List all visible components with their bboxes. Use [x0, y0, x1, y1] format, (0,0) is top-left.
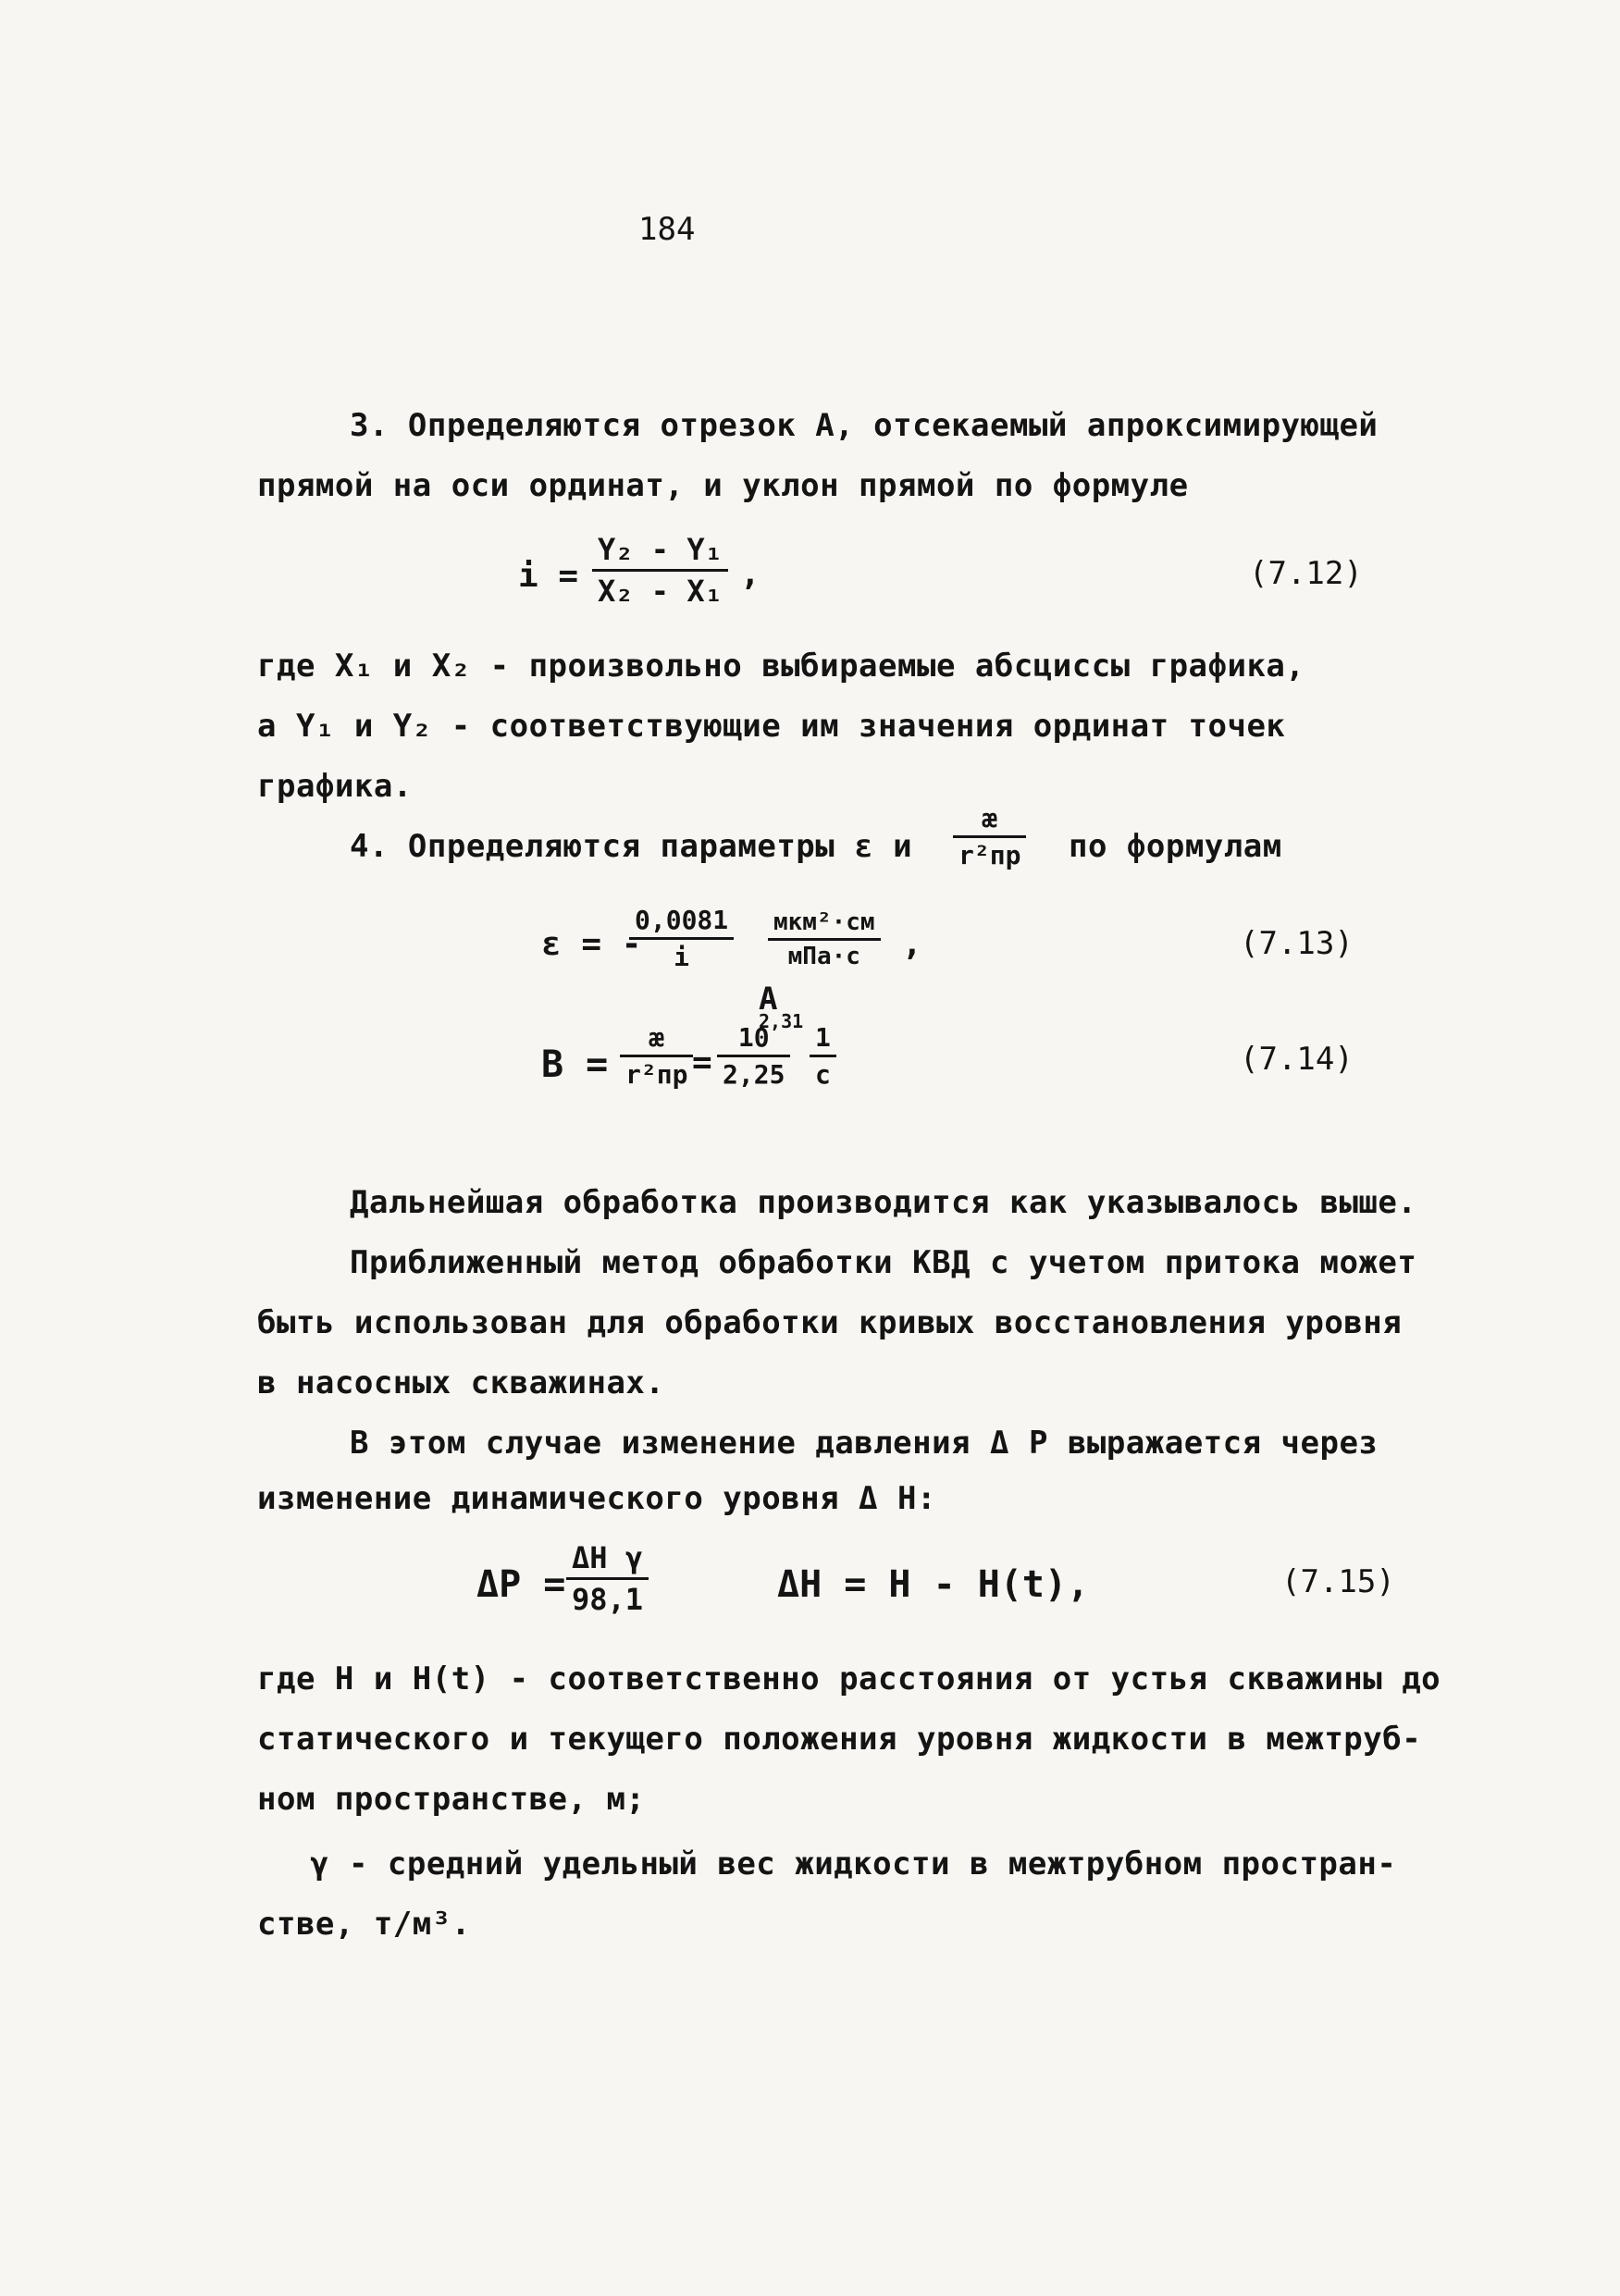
eq713-fraction2 — [768, 908, 881, 970]
eq715-number: (7.15) — [1281, 1563, 1395, 1600]
eq713-fraction1 — [629, 905, 734, 972]
eq713-num2: мкм²·см — [768, 908, 881, 941]
where1-line3: графика. — [257, 768, 413, 805]
body-line1: Дальнейшая обработка производится как указывалось выше. — [350, 1184, 1417, 1221]
body-line3: быть использован для обработки кривых восстановления уровня — [257, 1304, 1403, 1341]
para3-line1: 3. Определяются отрезок А, отсекаемый апроксимирующей — [350, 407, 1379, 444]
eq714-num3: 1 — [810, 1022, 836, 1057]
para4-frac-den: r²пр — [958, 840, 1021, 870]
eq714-note-sub: 2,31 — [759, 1010, 804, 1032]
para3-line2: прямой на оси ординат, и уклон прямой по формуле — [257, 467, 1189, 504]
eq715-fraction — [566, 1540, 649, 1617]
eq714-num2: 10 — [717, 1022, 790, 1057]
eq714-fraction3 — [810, 1022, 836, 1090]
where2-line5: стве, т/м³. — [257, 1906, 471, 1943]
eq713-den1: i — [674, 942, 689, 972]
eq714-fraction1 — [620, 1022, 693, 1090]
body-line6: изменение динамического уровня Δ Н: — [257, 1480, 936, 1517]
where1-line2: а Y₁ и Y₂ - соответствующие им значения ординат точек — [257, 708, 1286, 745]
eq715-rhs: ΔH = H - H(t), — [777, 1563, 1090, 1606]
eq713-num1: 0,0081 — [629, 905, 734, 940]
where1-line1: где X₁ и X₂ - произвольно выбираемые абсциссы графика, — [257, 648, 1305, 685]
eq714-number: (7.14) — [1240, 1041, 1354, 1078]
where2-line2: статического и текущего положения уровня жидкости в межтруб- — [257, 1721, 1422, 1758]
eq712-denominator: X₂ - X₁ — [598, 574, 723, 609]
para4-frac-num: æ — [953, 803, 1026, 838]
body-line2: Приближенный метод обработки КВД с учетом притока может — [350, 1244, 1417, 1281]
para4-text: 4. Определяются параметры ε и — [350, 828, 913, 865]
eq713-den2: мПа·с — [787, 943, 860, 970]
eq712-numerator: Y₂ - Y₁ — [592, 532, 728, 572]
eq712-number: (7.12) — [1249, 555, 1363, 592]
body-line4: в насосных скважинах. — [257, 1364, 665, 1401]
where2-line3: ном пространстве, м; — [257, 1781, 646, 1818]
eq714-equals: = — [692, 1043, 712, 1081]
where2-line1: где H и H(t) - соответственно расстояния от устья скважины до — [257, 1660, 1441, 1697]
where2-line4: γ - средний удельный вес жидкости в межтрубном простран- — [310, 1845, 1397, 1882]
eq713-lhs: ε = - — [541, 925, 642, 963]
eq714-num1: æ — [620, 1022, 693, 1057]
body-line5: В этом случае изменение давления Δ Р выражается через — [350, 1425, 1379, 1462]
eq715-num: ΔH γ — [566, 1540, 649, 1580]
eq714-den3: с — [815, 1059, 831, 1090]
eq713-number: (7.13) — [1240, 925, 1354, 962]
eq715-den: 98,1 — [572, 1582, 644, 1617]
para4-tail: по формулам — [1069, 828, 1282, 865]
eq715-lhs: ΔP = — [476, 1563, 566, 1606]
eq714-note-top: A — [759, 981, 778, 1018]
page-number: 184 — [638, 211, 696, 248]
eq712-comma: , — [740, 555, 761, 593]
eq714-den1: r²пр — [625, 1059, 688, 1090]
eq714-lhs: B = — [541, 1043, 609, 1086]
para4-fraction — [953, 803, 1026, 870]
eq712-fraction — [592, 532, 728, 609]
eq714-den2: 2,25 — [723, 1059, 785, 1090]
eq712-lhs: i = — [518, 557, 579, 595]
eq713-comma: , — [902, 925, 922, 963]
eq714-fraction2 — [717, 1022, 790, 1090]
